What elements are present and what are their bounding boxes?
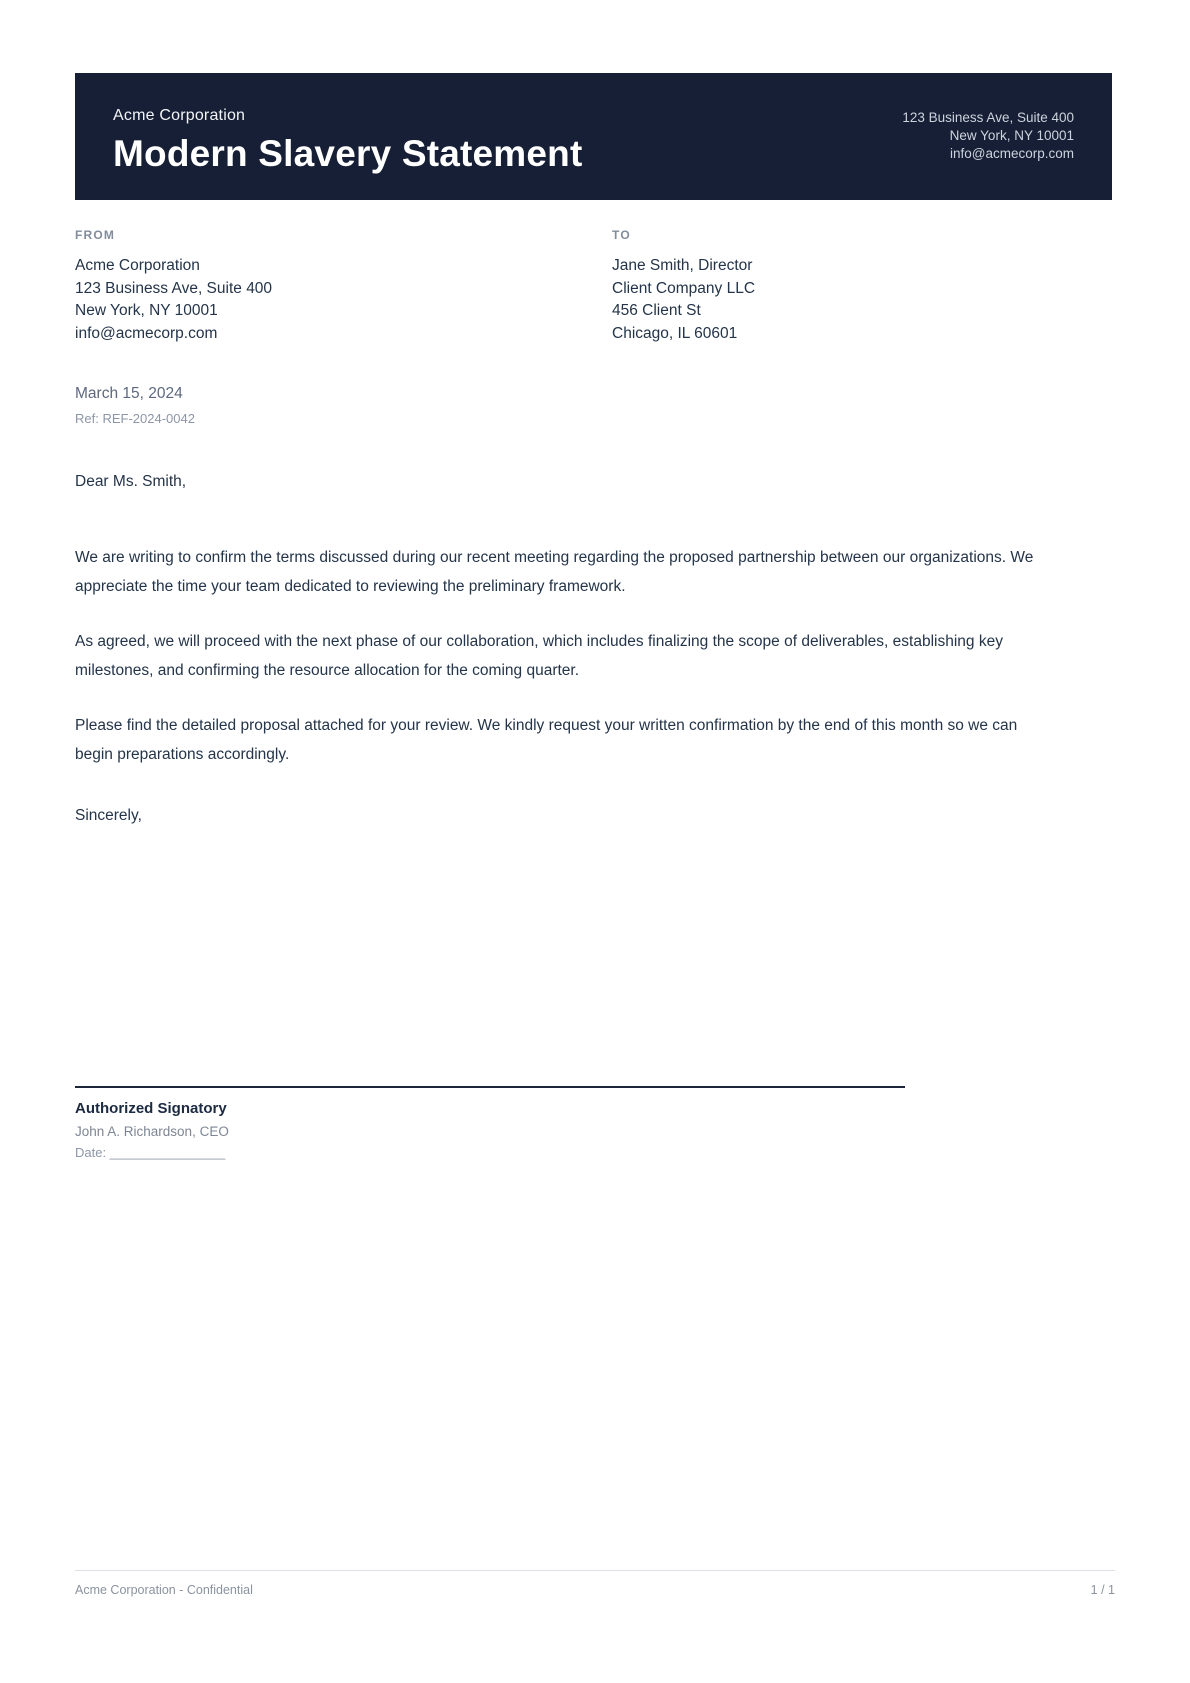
header-brand-block <box>113 107 583 174</box>
body-paragraph: We are writing to confirm the terms discussed during our recent meeting regarding the proposed partnership between our organizations. We appreciate the time your team dedicated to reviewing the preliminary framework. <box>75 549 1034 595</box>
body-paragraph: Please find the detailed proposal attached for your review. We kindly request your written confirmation by the end of this month so we can begin preparations accordingly. <box>75 717 1018 763</box>
letter-body <box>75 543 1053 795</box>
footer-divider <box>75 1570 1115 1571</box>
from-line: info@acmecorp.com <box>75 324 218 342</box>
signatory-label: Authorized Signatory <box>75 1100 227 1117</box>
header-address-block <box>902 107 1074 163</box>
to-label: TO <box>612 228 631 242</box>
document-title: Modern Slavery Statement <box>113 133 583 174</box>
to-block <box>612 228 1115 345</box>
date-block <box>75 385 195 426</box>
to-line: 456 Client St <box>612 302 701 319</box>
to-line: Jane Smith, Director <box>612 257 753 274</box>
footer-row <box>75 1583 1115 1597</box>
from-block <box>75 228 612 345</box>
letter-header <box>75 73 1112 200</box>
signatory-name: John A. Richardson, CEO <box>75 1124 229 1139</box>
signature-date-line: Date: ________________ <box>75 1145 226 1160</box>
from-line: New York, NY 10001 <box>75 302 218 319</box>
signature-line <box>75 1086 905 1088</box>
from-line: Acme Corporation <box>75 257 200 274</box>
salutation: Dear Ms. Smith, <box>75 473 187 490</box>
body-paragraph: As agreed, we will proceed with the next phase of our collaboration, which includes finalizing the scope of deliverables, establishing key milestones, and confirming the resource allocation for the coming quarter. <box>75 633 1003 679</box>
company-name: Acme Corporation <box>113 107 246 124</box>
to-line: Client Company LLC <box>612 279 756 297</box>
footer-page-number: 1 / 1 <box>1090 1583 1115 1597</box>
signature-block <box>75 1086 905 1160</box>
reference-number: Ref: REF-2024-0042 <box>75 411 195 426</box>
address-section <box>75 228 1115 345</box>
header-address-line: New York, NY 10001 <box>949 128 1074 143</box>
page-footer <box>75 1570 1115 1597</box>
from-line: 123 Business Ave, Suite 400 <box>75 279 273 297</box>
footer-confidential-text: Acme Corporation - Confidential <box>75 1583 253 1597</box>
closing: Sincerely, <box>75 807 142 824</box>
letter-date: March 15, 2024 <box>75 385 183 402</box>
to-line: Chicago, IL 60601 <box>612 324 738 342</box>
from-label: FROM <box>75 228 116 242</box>
header-address-line: 123 Business Ave, Suite 400 <box>902 110 1074 125</box>
header-address-line: info@acmecorp.com <box>950 146 1074 161</box>
